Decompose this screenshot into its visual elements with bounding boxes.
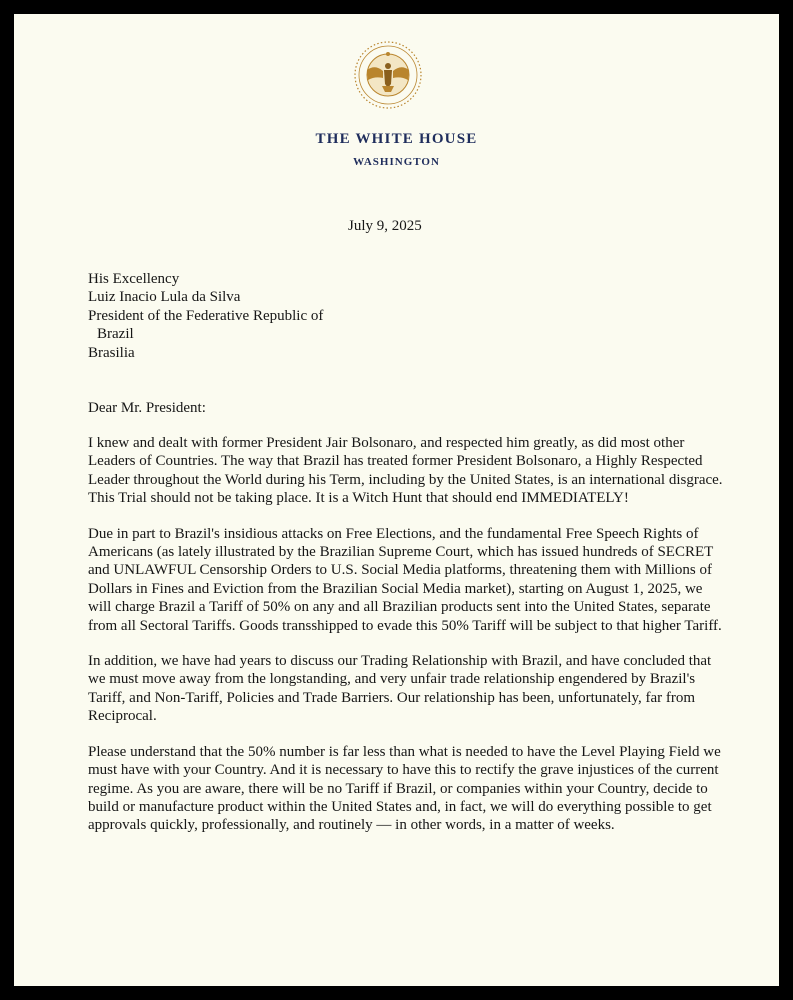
letter-page	[14, 14, 779, 986]
address-line: Brazil	[97, 326, 134, 343]
body-paragraph: I knew and dealt with former President Jair Bolsonaro, and respected him greatly, as did most other Leaders of Countries. The way that Brazil has treated former President Bolsonaro, a Highly Respected Leader throughout the World during his Term, including by the United States, is an international disgrace. This Trial should not be taking place. It is a Witch Hunt that should end IMMEDIATELY!	[88, 435, 723, 507]
address-line: Luiz Inacio Lula da Silva	[88, 289, 241, 306]
letter-date: July 9, 2025	[348, 218, 422, 234]
organization-city: WASHINGTON	[353, 156, 440, 168]
body-paragraph: Please understand that the 50% number is far less than what is needed to have the Level Playing Field we must have with your Country. And it is necessary to have this to rectify the grave injustices of the current regime. As you are aware, there will be no Tariff if Brazil, or companies within your Country, decide to build or manufacture product within the United States and, in fact, we will do everything possible to get approvals quickly, professionally, and routinely — in other words, in a matter of weeks.	[88, 743, 721, 834]
recipient-address	[88, 270, 323, 362]
address-line: Brasilia	[88, 344, 135, 361]
body-paragraph: In addition, we have had years to discuss our Trading Relationship with Brazil, and have concluded that we must move away from the longstanding, and very unfair trade relationship engendered by Brazil's Tariff, and Non-Tariff, Policies and Trade Barriers. Our relationship has been, unfortunately, far from Reciprocal.	[88, 653, 712, 725]
presidential-seal-icon	[353, 40, 423, 110]
address-line: President of the Federative Republic of	[88, 307, 324, 324]
body-paragraph: Due in part to Brazil's insidious attacks on Free Elections, and the fundamental Free Speech Rights of Americans (as lately illustrated by the Brazilian Supreme Court, which has issued hundreds of SECRET and UNLAWFUL Censorship Orders to U.S. Social Media platforms, threatening them with Millions of Dollars in Fines and Eviction from the Brazilian Social Media market), starting on August 1, 2025, we will charge Brazil a Tariff of 50% on any and all Brazilian products sent into the United States, separate from all Sectoral Tariffs. Goods transshipped to evade this 50% Tariff will be subject to that higher Tariff.	[88, 525, 722, 634]
organization-name: THE WHITE HOUSE	[315, 131, 478, 147]
letter-body	[88, 434, 728, 852]
salutation: Dear Mr. President:	[88, 400, 206, 416]
address-line: His Excellency	[88, 271, 180, 287]
